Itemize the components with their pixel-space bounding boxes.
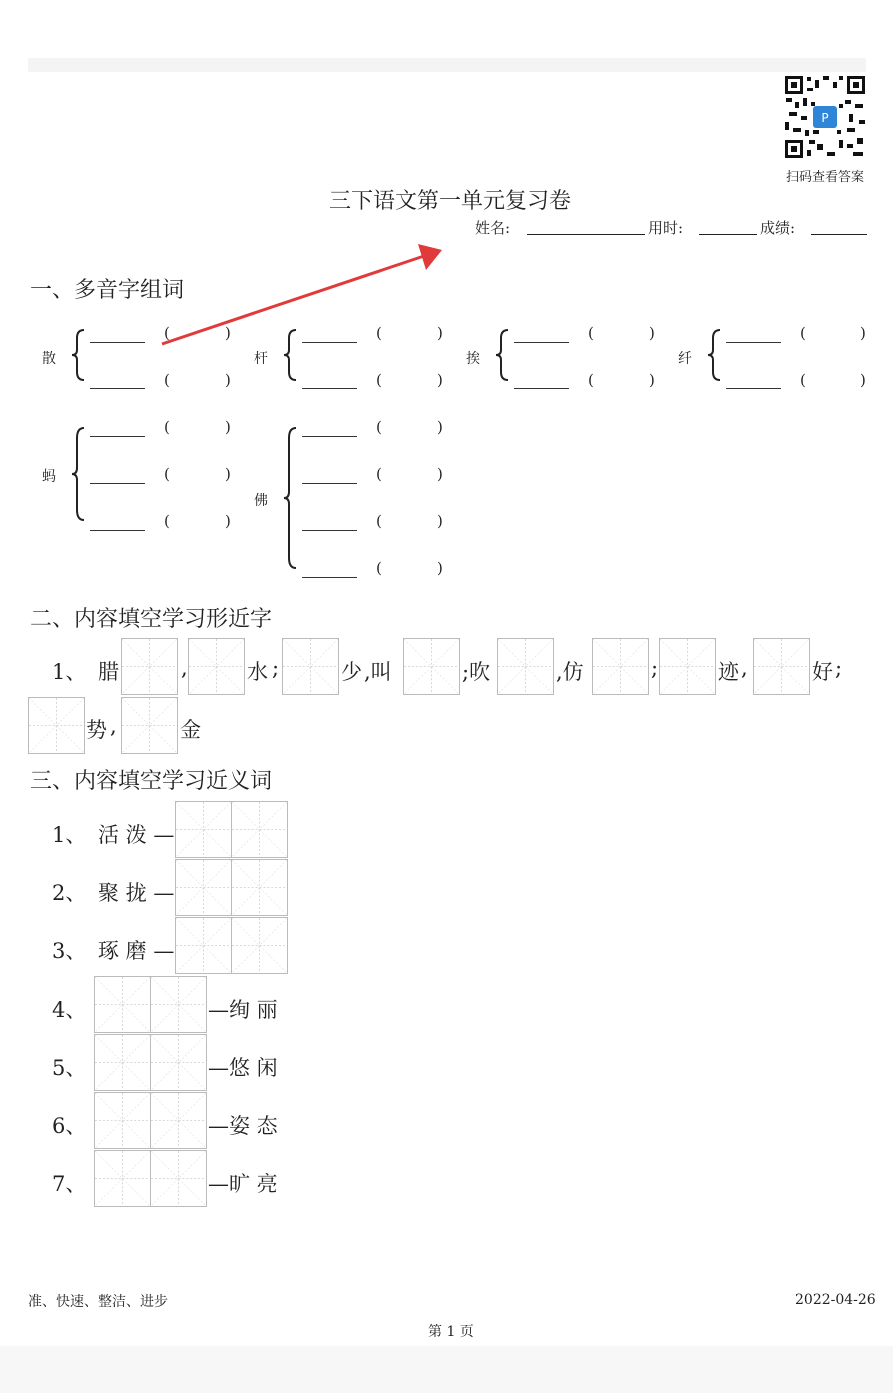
paren-close: ) bbox=[225, 324, 231, 342]
tianzige-box[interactable] bbox=[121, 638, 178, 695]
page-number: 第 1 页 bbox=[428, 1324, 474, 1340]
word-text: ,仿 bbox=[556, 660, 584, 684]
tianzige-box[interactable] bbox=[659, 638, 716, 695]
answer-line[interactable] bbox=[90, 483, 145, 484]
word-text: ,叫 bbox=[364, 660, 392, 684]
name-label: 姓名: bbox=[475, 219, 511, 237]
section2-heading: 二、内容填空学习形近字 bbox=[30, 607, 273, 632]
word-text: ; bbox=[835, 656, 843, 680]
paren-open: ( bbox=[376, 512, 382, 530]
paren-close: ) bbox=[225, 371, 231, 389]
paren-open: ( bbox=[376, 559, 382, 577]
footer-date: 2022-04-26 bbox=[795, 1292, 876, 1308]
paren-open: ( bbox=[588, 324, 594, 342]
item-number: 1、 bbox=[52, 823, 87, 847]
tianzige-box[interactable] bbox=[231, 801, 288, 858]
tianzige-box[interactable] bbox=[28, 697, 85, 754]
word-text: 迹 bbox=[718, 660, 739, 684]
word-text: —姿 态 bbox=[208, 1114, 278, 1138]
tianzige-box[interactable] bbox=[94, 1034, 151, 1091]
item-number: 3、 bbox=[52, 939, 87, 963]
word-text: 活 泼 — bbox=[98, 823, 175, 847]
tianzige-box[interactable] bbox=[231, 917, 288, 974]
tianzige-box[interactable] bbox=[175, 859, 232, 916]
svg-text:P: P bbox=[821, 111, 829, 125]
word-text: 好 bbox=[812, 660, 833, 684]
score-label: 成绩: bbox=[760, 219, 796, 237]
word-text: ;吹 bbox=[462, 660, 491, 684]
poly-char: 纤 bbox=[678, 351, 692, 367]
paren-close: ) bbox=[225, 512, 231, 530]
word-text: —旷 亮 bbox=[208, 1172, 278, 1196]
tianzige-box[interactable] bbox=[753, 638, 810, 695]
paren-open: ( bbox=[376, 324, 382, 342]
answer-line[interactable] bbox=[302, 530, 357, 531]
paren-open: ( bbox=[588, 371, 594, 389]
tianzige-box[interactable] bbox=[497, 638, 554, 695]
paren-open: ( bbox=[164, 324, 170, 342]
tianzige-box[interactable] bbox=[231, 859, 288, 916]
word-text: —绚 丽 bbox=[208, 998, 278, 1022]
paren-open: ( bbox=[164, 418, 170, 436]
paren-close: ) bbox=[437, 371, 443, 389]
word-text: 腊 bbox=[98, 660, 119, 684]
answer-line[interactable] bbox=[302, 577, 357, 578]
poly-char: 佛 bbox=[254, 493, 268, 509]
paren-close: ) bbox=[225, 465, 231, 483]
word-text: 水 bbox=[247, 660, 268, 684]
word-text: , bbox=[110, 714, 117, 738]
paren-close: ) bbox=[860, 324, 866, 342]
word-text: 势 bbox=[86, 718, 107, 742]
answer-line[interactable] bbox=[302, 436, 357, 437]
word-text: 聚 拢 — bbox=[98, 881, 175, 905]
paren-open: ( bbox=[164, 371, 170, 389]
footer-motto: 准、快速、整洁、进步 bbox=[28, 1294, 168, 1310]
paren-open: ( bbox=[164, 465, 170, 483]
brace-icon bbox=[282, 426, 298, 570]
item-number: 7、 bbox=[52, 1172, 87, 1196]
section1-heading: 一、多音字组词 bbox=[30, 278, 185, 303]
poly-char: 蚂 bbox=[42, 469, 56, 485]
word-text: 金 bbox=[180, 718, 201, 742]
poly-char: 散 bbox=[42, 351, 56, 367]
answer-line[interactable] bbox=[90, 530, 145, 531]
paren-open: ( bbox=[164, 512, 170, 530]
paren-close: ) bbox=[649, 324, 655, 342]
tianzige-box[interactable] bbox=[150, 976, 207, 1033]
tianzige-box[interactable] bbox=[282, 638, 339, 695]
tianzige-box[interactable] bbox=[94, 1092, 151, 1149]
word-text: ; bbox=[651, 656, 659, 680]
word-text: ; bbox=[272, 656, 280, 680]
tianzige-box[interactable] bbox=[150, 1150, 207, 1207]
item-number: 5、 bbox=[52, 1056, 87, 1080]
item-number: 1、 bbox=[52, 660, 87, 684]
tianzige-box[interactable] bbox=[403, 638, 460, 695]
poly-char: 挨 bbox=[466, 351, 480, 367]
answer-line[interactable] bbox=[90, 436, 145, 437]
word-text: —悠 闲 bbox=[208, 1056, 278, 1080]
paren-close: ) bbox=[437, 418, 443, 436]
item-number: 4、 bbox=[52, 998, 87, 1022]
item-number: 6、 bbox=[52, 1114, 87, 1138]
page-title: 三下语文第一单元复习卷 bbox=[328, 189, 571, 214]
tianzige-box[interactable] bbox=[150, 1092, 207, 1149]
word-text: 琢 磨 — bbox=[98, 939, 175, 963]
paren-close: ) bbox=[225, 418, 231, 436]
paren-close: ) bbox=[437, 465, 443, 483]
word-text: , bbox=[741, 656, 748, 680]
answer-line[interactable] bbox=[302, 483, 357, 484]
time-label: 用时: bbox=[648, 219, 684, 237]
paren-open: ( bbox=[376, 465, 382, 483]
paren-close: ) bbox=[649, 371, 655, 389]
word-text: 少 bbox=[341, 660, 362, 684]
bottom-band bbox=[0, 1346, 893, 1393]
annotation-arrow-icon bbox=[0, 0, 893, 400]
paren-open: ( bbox=[800, 371, 806, 389]
paren-close: ) bbox=[437, 324, 443, 342]
paren-close: ) bbox=[437, 512, 443, 530]
tianzige-box[interactable] bbox=[94, 976, 151, 1033]
tianzige-box[interactable] bbox=[121, 697, 178, 754]
tianzige-box[interactable] bbox=[175, 917, 232, 974]
item-number: 2、 bbox=[52, 881, 87, 905]
paren-open: ( bbox=[376, 418, 382, 436]
paren-close: ) bbox=[860, 371, 866, 389]
paren-open: ( bbox=[376, 371, 382, 389]
tianzige-box[interactable] bbox=[150, 1034, 207, 1091]
tianzige-box[interactable] bbox=[592, 638, 649, 695]
qr-caption: 扫码查看答案 bbox=[786, 170, 865, 185]
paren-open: ( bbox=[800, 324, 806, 342]
section3-heading: 三、内容填空学习近义词 bbox=[30, 769, 273, 794]
poly-char: 杆 bbox=[254, 351, 268, 367]
tianzige-box[interactable] bbox=[94, 1150, 151, 1207]
paren-close: ) bbox=[437, 559, 443, 577]
brace-icon bbox=[70, 426, 86, 522]
tianzige-box[interactable] bbox=[175, 801, 232, 858]
tianzige-box[interactable] bbox=[188, 638, 245, 695]
word-text: , bbox=[181, 656, 188, 680]
